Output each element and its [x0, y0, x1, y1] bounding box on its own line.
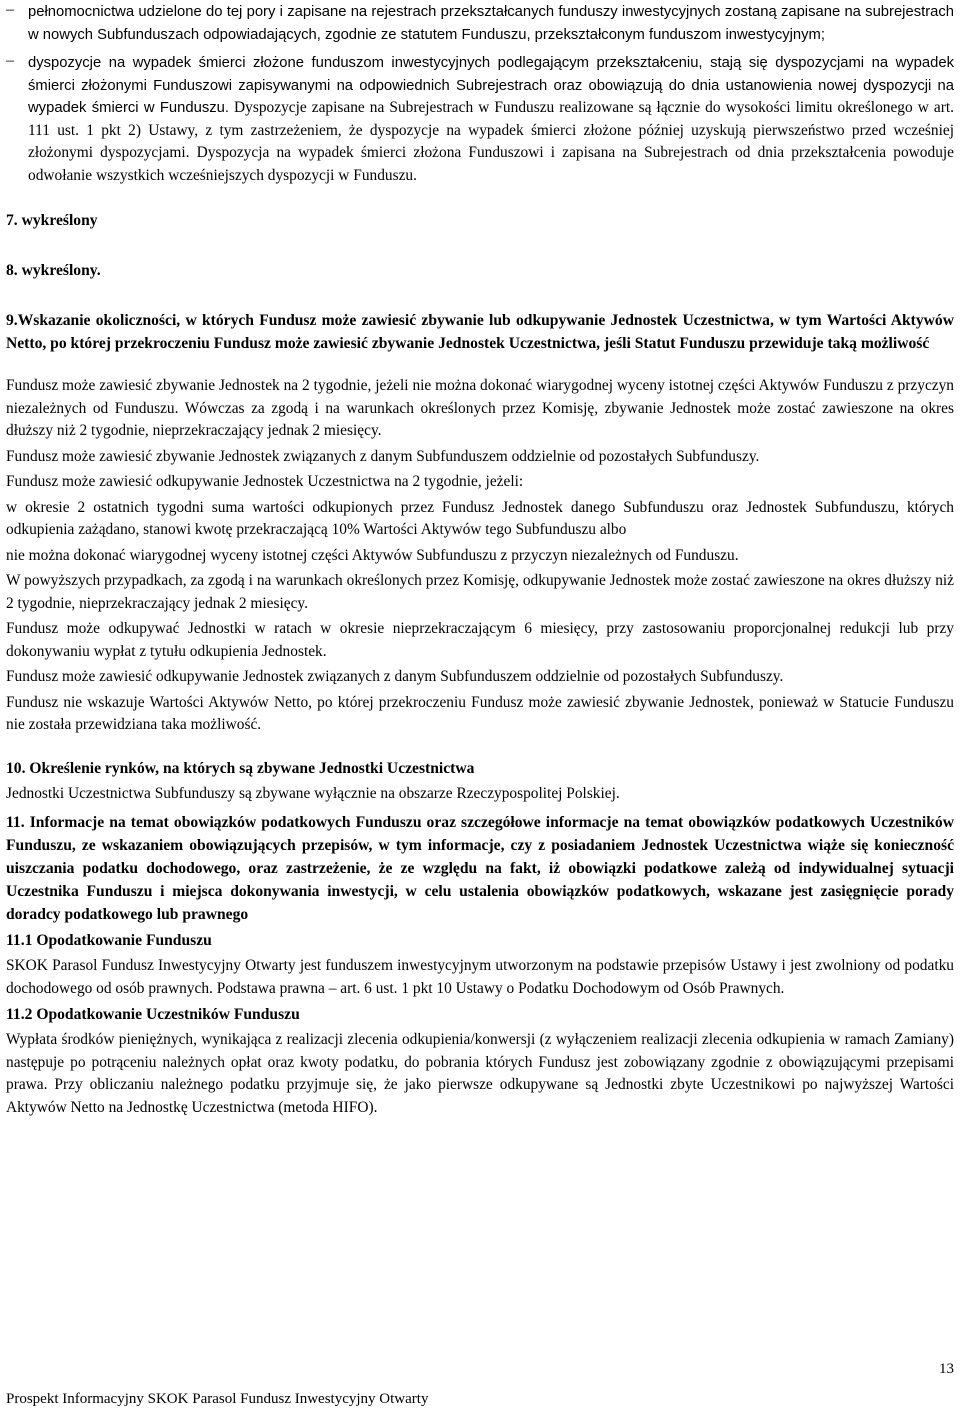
section-9-heading: 9.Wskazanie okoliczności, w których Fundusz może zawiesić zbywanie lub odkupywanie Jednostek Uczestnictwa, w tym Wartości Aktywów Netto, po której przekroczeniu Fundusz może zawiesić zbywanie Jednostek Uczestnictwa, jeśli Statut Funduszu przewiduje taką możliwość — [6, 312, 954, 352]
section-8-heading: 8. wykreślony. — [6, 262, 101, 279]
paragraph: Fundusz może zawiesić odkupywanie Jednostek związanych z danym Subfunduszem oddzielnie od pozostałych Subfunduszy. — [6, 668, 784, 685]
section-10-heading: 10. Określenie rynków, na których są zbywane Jednostki Uczestnictwa — [6, 759, 475, 777]
section-11-heading: 11. Informacje na temat obowiązków podatkowych Funduszu oraz szczegółowe informacje na temat obowiązków podatkowych Uczestników Funduszu, ze wskazaniem obowiązujących przepisów, w tym informacje, czy z posiadaniem Jednostek Uczestnictwa wiąże się konieczność uiszczania podatku dochodowego, oraz zastrzeżenie, że ze względu na fakt, iż obowiązki podatkowe zależą od indywidualnej sytuacji Uczestnika Funduszu i miejsca dokonywania inwestycji, w celu ustalenia obowiązków podatkowych, wskazane jest zasięgnięcie porady doradcy podatkowego lub prawnego — [6, 814, 954, 923]
dash-item-1: – pełnomocnictwa udzielone do tej pory i zapisane na rejestrach przekształcanych funduszy inwestycyjnych zostaną zapisane na subrejestrach w nowych Subfunduszach odpowiadających, zgodnie ze statutem Funduszu, przekształconym funduszom inwestycyjnym; — [6, 1, 954, 46]
paragraph: dyspozycje na wypadek śmierci złożone funduszom inwestycyjnych podlegającym przekształceniu, stają się dyspozycjami na wypadek śmierci złożonymi Funduszowi zapisywanymi na odpowiednich Subrejestrach oraz obowiązują do dnia ustanowienia nowej dyspozycji na wypadek śmierci w Funduszu. Dyspozycje zapisane na Subrejestrach w Funduszu realizowane są łącznie do wysokości limitu określonego w art. 111 ust. 1 pkt 2) Ustawy, z tym zastrzeżeniem, że dyspozycje na wypadek śmierci złożone później uzyskują pierwszeństwo przed wcześniej złożonymi dyspozycjami. Dyspozycja na wypadek śmierci złożona Funduszowi i zapisana na Subrejestrach od dnia przekształcenia powoduje odwołanie wszystkich wcześniejszych dyspozycji w Funduszu. — [28, 55, 955, 184]
paragraph: Fundusz nie wskazuje Wartości Aktywów Netto, po której przekroczeniu Fundusz może zawiesić zbywanie Jednostek, ponieważ w Statucie Funduszu nie została przewidziana taka możliwość. — [6, 693, 954, 733]
subsection-11-1-heading: 11.1 Opodatkowanie Funduszu — [6, 932, 212, 949]
paragraph: Fundusz może zawiesić odkupywanie Jednostek Uczestnictwa na 2 tygodnie, jeżeli: — [6, 473, 524, 490]
paragraph: nie można dokonać wiarygodnej wyceny istotnej części Aktywów Subfunduszu z przyczyn niezależnych od Funduszu. — [6, 546, 739, 564]
paragraph: Wypłata środków pieniężnych, wynikająca z realizacji zlecenia odkupienia/konwersji (z wyłączeniem realizacji zlecenia odkupienia w ramach Zamiany) następuje po potrąceniu należnych opłat oraz kwoty podatku, do pobrania których Fundusz jest zobowiązany zgodnie z obowiązującymi przepisami prawa. Przy obliczaniu należnego podatku przyjmuje się, że jako pierwsze odkupywane są Jednostki zbyte Uczestnikowi po najwyższej Wartości Aktywów Netto na Jednostkę Uczestnictwa (metoda HIFO). — [6, 1031, 954, 1116]
subsection-11-2-heading: 11.2 Opodatkowanie Uczestników Funduszu — [6, 1006, 300, 1023]
paragraph: Jednostki Uczestnictwa Subfunduszy są zbywane wyłącznie na obszarze Rzeczypospolitej Polskiej. — [6, 784, 620, 802]
document-page — [0, 1, 960, 1413]
dash-item-2: – dyspozycje na wypadek śmierci złożone funduszom inwestycyjnych podlegającym przekształceniu, stają się dyspozycjami na wypadek śmierci złożonymi Funduszowi zapisywanymi na odpowiednich Subrejestrach oraz obowiązują do dnia ustanowienia nowej dyspozycji na wypadek śmierci w Funduszu. Dyspozycje zapisane na Subrejestrach w Funduszu realizowane są łącznie do wysokości limitu określonego w art. 111 ust. 1 pkt 2) Ustawy, z tym zastrzeżeniem, że dyspozycje na wypadek śmierci złożone później uzyskują pierwszeństwo przed wcześniej złożonymi dyspozycjami. Dyspozycja na wypadek śmierci złożona Funduszowi i zapisana na Subrejestrach od dnia przekształcenia powoduje odwołanie wszystkich wcześniejszych dyspozycji w Funduszu. — [6, 52, 954, 187]
paragraph: Fundusz może zawiesić zbywanie Jednostek związanych z danym Subfunduszem oddzielnie od pozostałych Subfunduszy. — [6, 447, 760, 465]
paragraph: w okresie 2 ostatnich tygodni suma wartości odkupionych przez Fundusz Jednostek danego Subfunduszu oraz Jednostek Subfunduszu, których odkupienia zażądano, stanowi kwotę przekraczającą 10% Wartości Aktywów tego Subfunduszu albo — [6, 498, 954, 538]
paragraph: SKOK Parasol Fundusz Inwestycyjny Otwarty jest funduszem inwestycyjnym utworzonym na podstawie przepisów Ustawy i jest zwolniony od podatku dochodowego od osób prawnych. Podstawa prawna – art. 6 ust. 1 pkt 10 Ustawy o Podatku Dochodowym od Osób Prawnych. — [6, 957, 954, 997]
paragraph: Fundusz może odkupywać Jednostki w ratach w okresie nieprzekraczającym 6 miesięcy, przy zastosowaniu proporcjonalnej redukcji lub przy dokonywaniu wypłat z tytułu odkupienia Jednostek. — [6, 620, 954, 660]
page-footer: Prospekt Informacyjny SKOK Parasol Fundusz Inwestycyjny Otwarty — [6, 1391, 429, 1407]
page-number: 13 — [939, 1361, 954, 1377]
paragraph: Fundusz może zawiesić zbywanie Jednostek na 2 tygodnie, jeżeli nie można dokonać wiarygodnej wyceny istotnej części Aktywów Funduszu z przyczyn niezależnych od Funduszu. Wówczas za zgodą i na warunkach określonych przez Komisję, zbywanie Jednostek może zostać zawieszone na okres dłuższy niż 2 tygodnie, nieprzekraczający jednak 2 miesięcy. — [6, 377, 954, 439]
section-7-heading: 7. wykreślony — [6, 212, 98, 229]
paragraph: pełnomocnictwa udzielone do tej pory i zapisane na rejestrach przekształcanych funduszy inwestycyjnych zostaną zapisane na subrejestrach w nowych Subfunduszach odpowiadających, zgodnie ze statutem Funduszu, przekształconym funduszom inwestycyjnym; — [28, 4, 954, 43]
paragraph: W powyższych przypadkach, za zgodą i na warunkach określonych przez Komisję, odkupywanie Jednostek może zostać zawieszone na okres dłuższy niż 2 tygodnie, nieprzekraczający jednak 2 miesięcy. — [6, 572, 954, 612]
